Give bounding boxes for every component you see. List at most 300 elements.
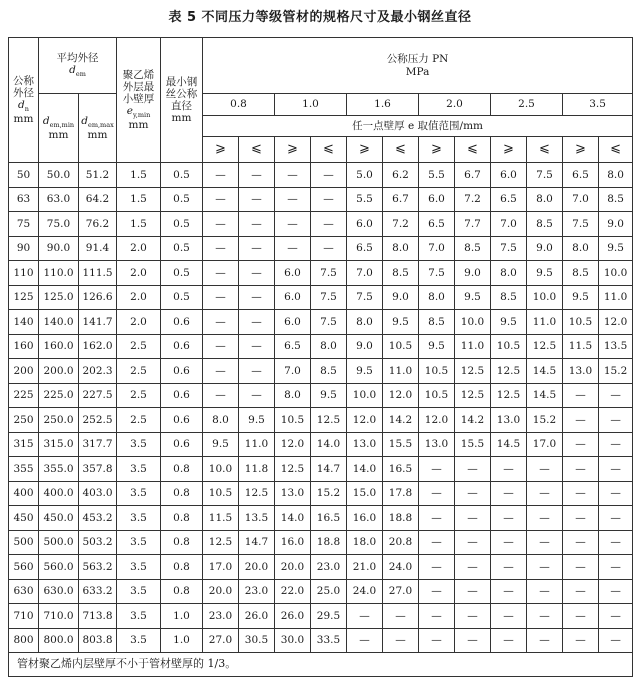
table-cell: 9.5 — [311, 383, 347, 408]
table-cell: 27.0 — [383, 579, 419, 604]
table-cell: 800 — [9, 628, 39, 653]
table-cell: — — [419, 628, 455, 653]
table-cell: — — [491, 604, 527, 629]
table-cell: 7.2 — [455, 187, 491, 212]
table-cell: — — [563, 628, 599, 653]
table-cell: 1.0 — [161, 604, 203, 629]
header-nominal-od: 公称 外径 $d_n$ mm — [9, 38, 39, 163]
table-cell: — — [455, 579, 491, 604]
header-min-wire-diameter: 最小钢 丝公称 直径 mm — [161, 38, 203, 163]
table-cell: — — [563, 457, 599, 482]
table-cell: — — [599, 604, 633, 629]
table-row — [9, 359, 633, 384]
table-cell: 15.2 — [599, 359, 633, 384]
table-cell: 9.5 — [563, 285, 599, 310]
table-cell: 50.0 — [39, 163, 79, 188]
min-symbol: ⩾ — [203, 137, 239, 163]
table-cell: 2.0 — [117, 310, 161, 335]
table-row — [9, 212, 633, 237]
table-cell: 0.5 — [161, 285, 203, 310]
table-row — [9, 530, 633, 555]
table-cell: — — [599, 432, 633, 457]
table-cell: 33.5 — [311, 628, 347, 653]
table-cell: — — [347, 604, 383, 629]
table-cell: — — [383, 628, 419, 653]
table-cell: 0.6 — [161, 408, 203, 433]
table-cell: — — [563, 506, 599, 531]
table-cell: — — [239, 212, 275, 237]
table-cell: — — [563, 604, 599, 629]
table-cell: 10.0 — [599, 261, 633, 286]
table-cell: 1.0 — [161, 628, 203, 653]
table-cell: 7.0 — [563, 187, 599, 212]
header-pressure: 公称压力 PN MPa — [203, 38, 633, 94]
table-cell: — — [563, 579, 599, 604]
table-cell: — — [527, 604, 563, 629]
table-cell: 11.0 — [383, 359, 419, 384]
table-cell: 6.5 — [491, 187, 527, 212]
spec-table — [8, 37, 633, 677]
table-cell: 6.0 — [275, 261, 311, 286]
table-cell: 7.5 — [419, 261, 455, 286]
table-cell: 14.7 — [239, 530, 275, 555]
table-cell: — — [419, 457, 455, 482]
table-cell: — — [383, 604, 419, 629]
table-cell: 8.0 — [347, 310, 383, 335]
table-cell: 8.5 — [383, 261, 419, 286]
table-cell: 0.8 — [161, 481, 203, 506]
table-cell: 3.5 — [117, 628, 161, 653]
table-cell: — — [203, 359, 239, 384]
header-avg-od-min: $d_{em,min}$ mm — [39, 94, 79, 163]
table-cell: — — [599, 383, 633, 408]
table-cell: 11.5 — [203, 506, 239, 531]
table-cell: 10.5 — [419, 383, 455, 408]
table-cell: — — [419, 506, 455, 531]
table-row — [9, 285, 633, 310]
table-cell: 12.0 — [383, 383, 419, 408]
table-cell: — — [311, 236, 347, 261]
table-cell: 11.5 — [563, 334, 599, 359]
table-cell: 20.0 — [275, 555, 311, 580]
table-cell: 12.5 — [275, 457, 311, 482]
table-cell: 710.0 — [39, 604, 79, 629]
table-cell: — — [599, 628, 633, 653]
table-cell: 110 — [9, 261, 39, 286]
table-cell: 7.5 — [311, 285, 347, 310]
table-cell: 7.2 — [383, 212, 419, 237]
table-cell: — — [203, 310, 239, 335]
table-cell: 0.8 — [161, 579, 203, 604]
table-cell: — — [239, 236, 275, 261]
table-cell: 12.0 — [275, 432, 311, 457]
table-cell: 7.5 — [347, 285, 383, 310]
table-cell: 11.0 — [455, 334, 491, 359]
table-cell: — — [527, 506, 563, 531]
table-cell: 2.0 — [117, 236, 161, 261]
table-cell: 633.2 — [79, 579, 117, 604]
table-cell: — — [599, 555, 633, 580]
table-cell: — — [203, 334, 239, 359]
table-cell: 13.0 — [275, 481, 311, 506]
table-cell: — — [491, 579, 527, 604]
table-cell: 357.8 — [79, 457, 117, 482]
table-cell: 10.0 — [347, 383, 383, 408]
table-cell: 10.5 — [491, 334, 527, 359]
table-cell: 0.5 — [161, 261, 203, 286]
table-cell: 141.7 — [79, 310, 117, 335]
table-cell: 13.0 — [347, 432, 383, 457]
table-cell: 200 — [9, 359, 39, 384]
table-cell: 9.5 — [347, 359, 383, 384]
table-row — [9, 383, 633, 408]
table-cell: 13.0 — [491, 408, 527, 433]
table-cell: 6.0 — [491, 163, 527, 188]
table-cell: 453.2 — [79, 506, 117, 531]
table-cell: — — [275, 163, 311, 188]
table-cell: 29.5 — [311, 604, 347, 629]
table-cell: 13.0 — [419, 432, 455, 457]
table-cell: 8.0 — [599, 163, 633, 188]
table-cell: — — [563, 383, 599, 408]
min-symbol: ⩾ — [563, 137, 599, 163]
table-cell: 315.0 — [39, 432, 79, 457]
table-cell: — — [419, 555, 455, 580]
table-cell: 2.5 — [117, 383, 161, 408]
header-pe-outer-min-wall: 聚乙烯 外层最 小壁厚 $e_{y,min}$ mm — [117, 38, 161, 163]
table-cell: — — [527, 530, 563, 555]
table-cell: 16.0 — [347, 506, 383, 531]
table-cell: 2.5 — [117, 408, 161, 433]
table-cell: — — [203, 187, 239, 212]
table-cell: 355 — [9, 457, 39, 482]
table-cell: 8.0 — [563, 236, 599, 261]
table-cell: 227.5 — [79, 383, 117, 408]
table-cell: 13.0 — [563, 359, 599, 384]
pressure-2-0: 2.0 — [419, 94, 491, 116]
table-cell: — — [563, 555, 599, 580]
table-cell: 8.0 — [383, 236, 419, 261]
table-cell: 140.0 — [39, 310, 79, 335]
table-cell: — — [239, 334, 275, 359]
table-cell: 12.0 — [599, 310, 633, 335]
table-body — [9, 163, 633, 653]
table-cell: — — [311, 187, 347, 212]
table-cell: 3.5 — [117, 555, 161, 580]
table-cell: 0.5 — [161, 236, 203, 261]
min-symbol: ⩾ — [419, 137, 455, 163]
table-cell: 6.0 — [419, 187, 455, 212]
min-symbol: ⩾ — [347, 137, 383, 163]
table-cell: 0.6 — [161, 432, 203, 457]
table-cell: 225 — [9, 383, 39, 408]
table-cell: 63 — [9, 187, 39, 212]
table-cell: 8.0 — [311, 334, 347, 359]
table-cell: 9.5 — [203, 432, 239, 457]
table-cell: — — [455, 628, 491, 653]
table-cell: — — [491, 506, 527, 531]
table-cell: 9.0 — [527, 236, 563, 261]
table-cell: 15.5 — [383, 432, 419, 457]
min-symbol: ⩾ — [491, 137, 527, 163]
table-row — [9, 432, 633, 457]
table-row — [9, 236, 633, 261]
pressure-0-8: 0.8 — [203, 94, 275, 116]
table-cell: 91.4 — [79, 236, 117, 261]
table-row — [9, 408, 633, 433]
table-cell: 0.8 — [161, 530, 203, 555]
table-cell: 90 — [9, 236, 39, 261]
table-cell: 8.0 — [419, 285, 455, 310]
table-cell: — — [239, 187, 275, 212]
table-cell: 560.0 — [39, 555, 79, 580]
table-cell: 3.5 — [117, 432, 161, 457]
max-symbol: ⩽ — [239, 137, 275, 163]
table-cell: — — [419, 604, 455, 629]
table-cell: 15.2 — [311, 481, 347, 506]
table-title: 表 5 不同压力等级管材的规格尺寸及最小钢丝直径 — [168, 10, 472, 25]
table-cell: — — [311, 163, 347, 188]
max-symbol: ⩽ — [527, 137, 563, 163]
table-cell: 8.5 — [599, 187, 633, 212]
table-cell: — — [491, 457, 527, 482]
table-cell: 9.5 — [599, 236, 633, 261]
table-cell: 6.0 — [275, 310, 311, 335]
table-row — [9, 310, 633, 335]
table-cell: — — [311, 212, 347, 237]
table-cell: — — [419, 481, 455, 506]
table-cell: 20.0 — [239, 555, 275, 580]
table-cell: 5.5 — [347, 187, 383, 212]
pressure-3-5: 3.5 — [563, 94, 633, 116]
table-cell: 23.0 — [203, 604, 239, 629]
table-cell: — — [599, 481, 633, 506]
table-cell: 0.6 — [161, 310, 203, 335]
table-cell: 563.2 — [79, 555, 117, 580]
table-cell: — — [527, 555, 563, 580]
table-cell: 15.0 — [347, 481, 383, 506]
table-cell: 8.0 — [527, 187, 563, 212]
table-cell: 6.5 — [347, 236, 383, 261]
table-cell: 14.7 — [311, 457, 347, 482]
table-cell: 64.2 — [79, 187, 117, 212]
max-symbol: ⩽ — [311, 137, 347, 163]
table-cell: — — [527, 457, 563, 482]
table-cell: — — [239, 163, 275, 188]
table-cell: — — [563, 408, 599, 433]
table-cell: 17.0 — [527, 432, 563, 457]
table-cell: 17.0 — [203, 555, 239, 580]
table-cell: 25.0 — [311, 579, 347, 604]
table-cell: — — [599, 579, 633, 604]
table-cell: — — [239, 261, 275, 286]
table-cell: 5.5 — [419, 163, 455, 188]
table-cell: 11.0 — [527, 310, 563, 335]
table-cell: 14.2 — [383, 408, 419, 433]
table-cell: 7.5 — [527, 163, 563, 188]
table-cell: 500 — [9, 530, 39, 555]
table-cell: 16.5 — [311, 506, 347, 531]
table-cell: 7.0 — [275, 359, 311, 384]
table-cell: — — [599, 530, 633, 555]
table-cell: 90.0 — [39, 236, 79, 261]
table-cell: — — [563, 432, 599, 457]
table-cell: 12.5 — [455, 383, 491, 408]
table-cell: 7.5 — [563, 212, 599, 237]
table-cell: 11.0 — [599, 285, 633, 310]
table-cell: 6.7 — [455, 163, 491, 188]
table-cell: 0.5 — [161, 212, 203, 237]
table-row — [9, 555, 633, 580]
max-symbol: ⩽ — [599, 137, 633, 163]
table-cell: 75.0 — [39, 212, 79, 237]
table-cell: 10.5 — [203, 481, 239, 506]
table-cell: 1.5 — [117, 187, 161, 212]
table-cell: — — [203, 285, 239, 310]
table-cell: — — [563, 530, 599, 555]
table-cell: — — [275, 187, 311, 212]
pressure-2-5: 2.5 — [491, 94, 563, 116]
table-cell: — — [239, 285, 275, 310]
table-cell: 6.7 — [383, 187, 419, 212]
table-cell: 250 — [9, 408, 39, 433]
table-cell: 9.5 — [419, 334, 455, 359]
table-cell: 450 — [9, 506, 39, 531]
table-cell: 20.8 — [383, 530, 419, 555]
table-cell: 6.5 — [419, 212, 455, 237]
table-cell: — — [419, 530, 455, 555]
table-cell: 14.0 — [347, 457, 383, 482]
table-cell: 14.5 — [527, 359, 563, 384]
table-cell: — — [275, 212, 311, 237]
table-cell: 0.6 — [161, 359, 203, 384]
table-cell: 8.0 — [491, 261, 527, 286]
table-cell: — — [203, 163, 239, 188]
table-cell: 0.6 — [161, 383, 203, 408]
table-cell: 12.0 — [347, 408, 383, 433]
table-cell: 8.5 — [455, 236, 491, 261]
table-cell: — — [203, 236, 239, 261]
table-row — [9, 579, 633, 604]
table-row — [9, 334, 633, 359]
table-cell: 9.5 — [455, 285, 491, 310]
table-cell: 7.0 — [419, 236, 455, 261]
table-cell: 63.0 — [39, 187, 79, 212]
table-cell: 10.0 — [527, 285, 563, 310]
table-cell: 10.5 — [419, 359, 455, 384]
table-cell: — — [527, 579, 563, 604]
table-cell: 403.0 — [79, 481, 117, 506]
table-cell: 560 — [9, 555, 39, 580]
table-cell: 6.2 — [383, 163, 419, 188]
table-cell: — — [203, 212, 239, 237]
table-cell: — — [599, 408, 633, 433]
table-cell: 400.0 — [39, 481, 79, 506]
table-cell: 30.5 — [239, 628, 275, 653]
table-cell: 6.5 — [275, 334, 311, 359]
table-cell: 27.0 — [203, 628, 239, 653]
table-cell: 160 — [9, 334, 39, 359]
table-cell: — — [455, 604, 491, 629]
table-cell: — — [239, 310, 275, 335]
table-cell: — — [455, 555, 491, 580]
max-symbol: ⩽ — [383, 137, 419, 163]
table-cell: 23.0 — [311, 555, 347, 580]
table-cell: 11.0 — [239, 432, 275, 457]
table-cell: 0.8 — [161, 506, 203, 531]
table-cell: 26.0 — [275, 604, 311, 629]
table-cell: 400 — [9, 481, 39, 506]
table-cell: 12.0 — [419, 408, 455, 433]
table-cell: 317.7 — [79, 432, 117, 457]
table-cell: 2.0 — [117, 285, 161, 310]
table-cell: 12.5 — [239, 481, 275, 506]
table-row — [9, 261, 633, 286]
table-cell: 162.0 — [79, 334, 117, 359]
table-cell: 111.5 — [79, 261, 117, 286]
table-cell: 800.0 — [39, 628, 79, 653]
table-cell: 3.5 — [117, 530, 161, 555]
table-cell: 14.5 — [491, 432, 527, 457]
table-cell: 76.2 — [79, 212, 117, 237]
table-cell: 6.0 — [275, 285, 311, 310]
table-cell: — — [527, 481, 563, 506]
table-cell: 125 — [9, 285, 39, 310]
table-cell: 710 — [9, 604, 39, 629]
table-cell: 22.0 — [275, 579, 311, 604]
table-cell: 200.0 — [39, 359, 79, 384]
table-cell: — — [347, 628, 383, 653]
table-cell: 18.0 — [347, 530, 383, 555]
table-cell: — — [491, 555, 527, 580]
table-cell: 140 — [9, 310, 39, 335]
table-cell: 6.0 — [347, 212, 383, 237]
table-cell: 3.5 — [117, 481, 161, 506]
table-cell: 14.0 — [311, 432, 347, 457]
table-cell: 8.5 — [419, 310, 455, 335]
header-avg-od: 平均外径 $d_{em}$ — [39, 38, 117, 94]
table-cell: — — [455, 530, 491, 555]
table-cell: 2.0 — [117, 261, 161, 286]
table-cell: 12.5 — [491, 359, 527, 384]
table-cell: — — [239, 359, 275, 384]
table-cell: 14.0 — [275, 506, 311, 531]
table-cell: 13.5 — [239, 506, 275, 531]
table-cell: 315 — [9, 432, 39, 457]
table-cell: 0.6 — [161, 334, 203, 359]
table-cell: 24.0 — [347, 579, 383, 604]
table-cell: 9.5 — [239, 408, 275, 433]
table-cell: 355.0 — [39, 457, 79, 482]
table-cell: 12.5 — [491, 383, 527, 408]
table-cell: 0.5 — [161, 187, 203, 212]
table-cell: 75 — [9, 212, 39, 237]
table-cell: — — [455, 506, 491, 531]
table-row — [9, 604, 633, 629]
table-cell: 1.5 — [117, 163, 161, 188]
table-cell: — — [599, 457, 633, 482]
table-cell: 23.0 — [239, 579, 275, 604]
table-cell: — — [527, 628, 563, 653]
table-cell: 252.5 — [79, 408, 117, 433]
table-cell: — — [203, 383, 239, 408]
table-cell: 12.5 — [527, 334, 563, 359]
table-cell: 9.0 — [599, 212, 633, 237]
table-cell: 10.0 — [203, 457, 239, 482]
table-cell: 500.0 — [39, 530, 79, 555]
table-cell: 8.5 — [527, 212, 563, 237]
pressure-1-6: 1.6 — [347, 94, 419, 116]
